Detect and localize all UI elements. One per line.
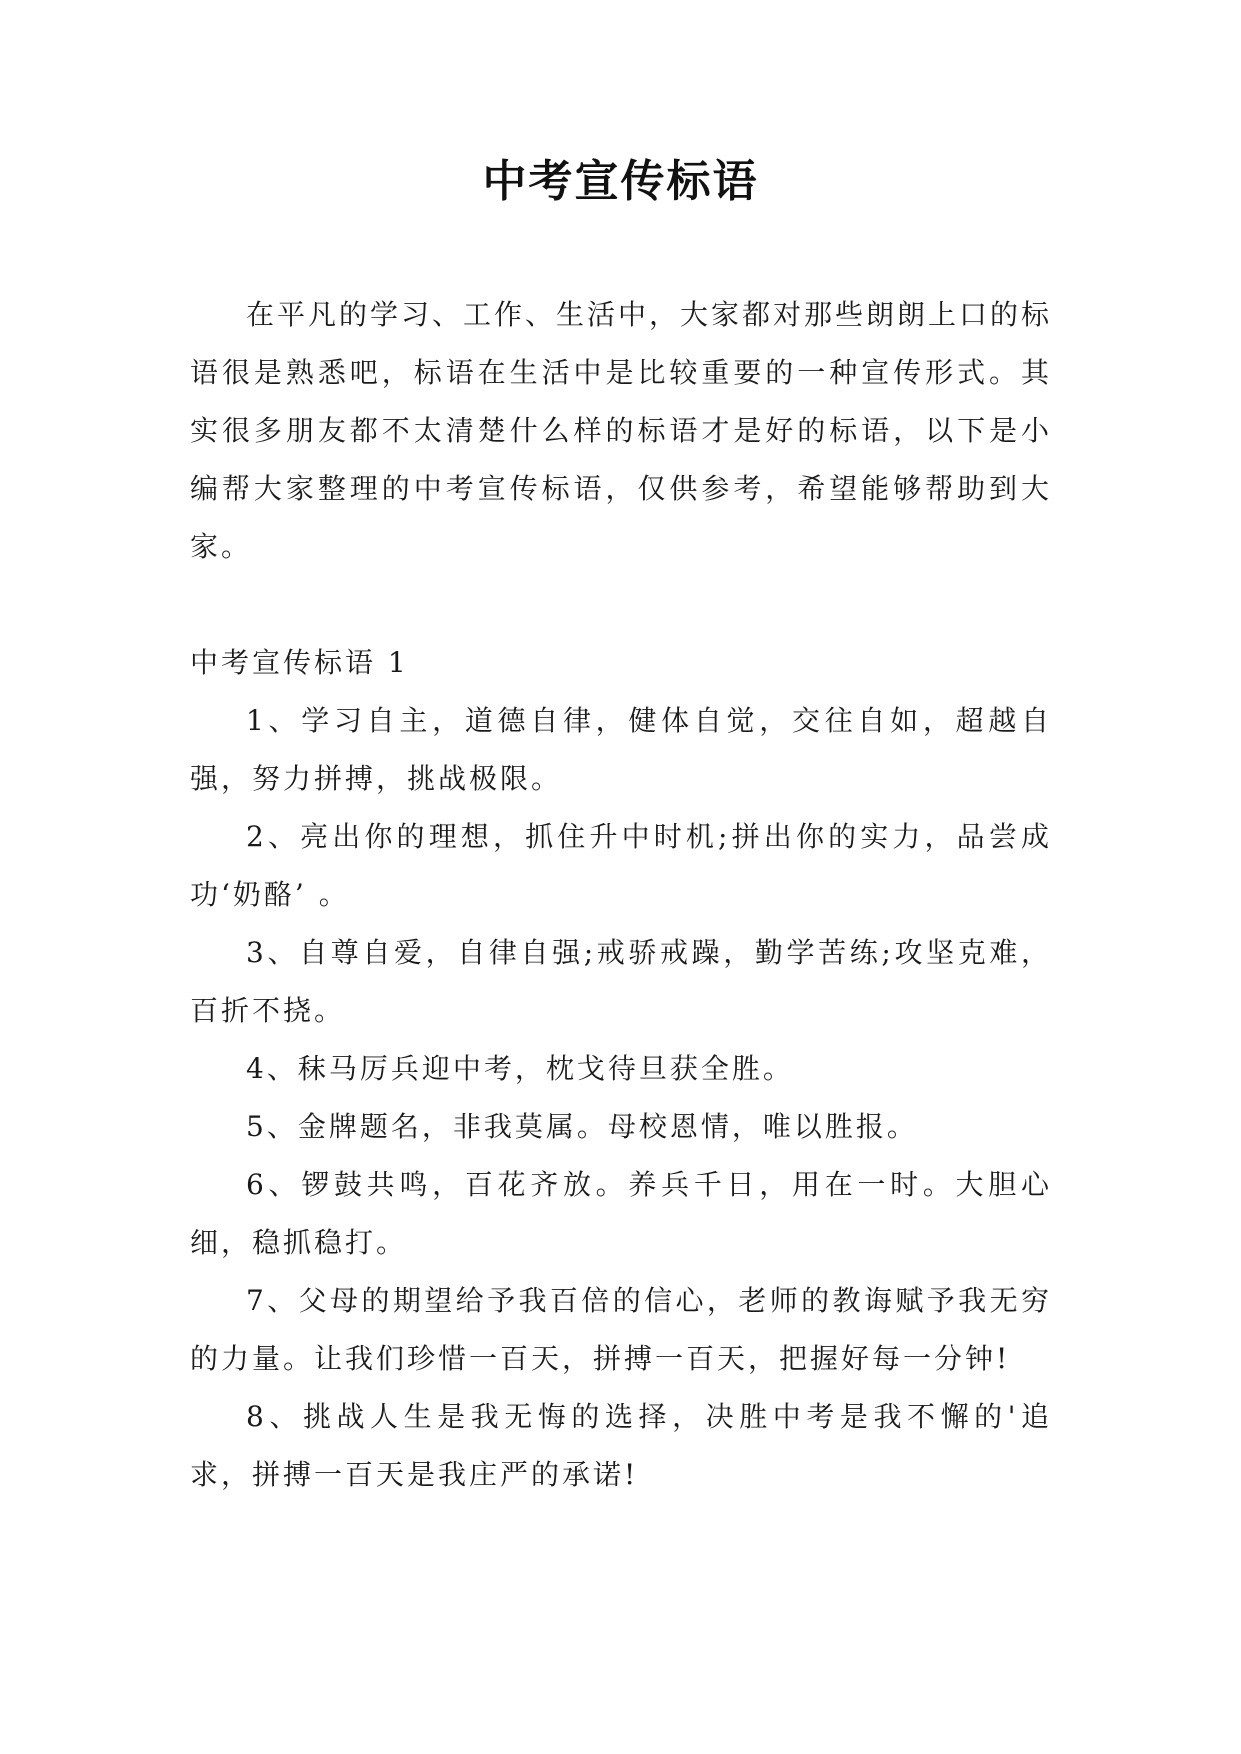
slogan-item-2: 2、亮出你的理想，抓住升中时机;拼出你的实力，品尝成功‘奶酪’ 。 (190, 820, 1052, 911)
slogan-item-1: 1、学习自主，道德自律，健体自觉，交往自如，超越自强，努力拼搏，挑战极限。 (190, 704, 1052, 795)
section-heading: 中考宣传标语 1 (190, 646, 409, 679)
slogan-item-3: 3、自尊自爱，自律自强;戒骄戒躁，勤学苦练;攻坚克难，百折不挠。 (190, 936, 1052, 1027)
intro-paragraph: 在平凡的学习、工作、生活中，大家都对那些朗朗上口的标语很是熟悉吧，标语在生活中是比较重要的一种宣传形式。其实很多朋友都不太清楚什么样的标语才是好的标语，以下是小编帮大家整理的中考宣传标语，仅供参考，希望能够帮助到大家。 (190, 298, 1053, 563)
slogan-item-6: 6、锣鼓共鸣，百花齐放。养兵千日，用在一时。大胆心细，稳抓稳打。 (190, 1168, 1052, 1259)
document-body (190, 286, 1052, 1504)
slogan-item-4: 4、秣马厉兵迎中考，枕戈待旦获全胜。 (246, 1052, 794, 1085)
slogan-item-7: 7、父母的期望给予我百倍的信心，老师的教诲赋予我无穷的力量。让我们珍惜一百天，拼搏一百天，把握好每一分钟! (190, 1284, 1052, 1375)
slogan-item-5: 5、金牌题名，非我莫属。母校恩情，唯以胜报。 (246, 1110, 918, 1143)
slogan-item-8: 8、挑战人生是我无悔的选择，决胜中考是我不懈的'追求，拼搏一百天是我庄严的承诺! (190, 1400, 1052, 1491)
document-title: 中考宣传标语 (482, 156, 759, 207)
